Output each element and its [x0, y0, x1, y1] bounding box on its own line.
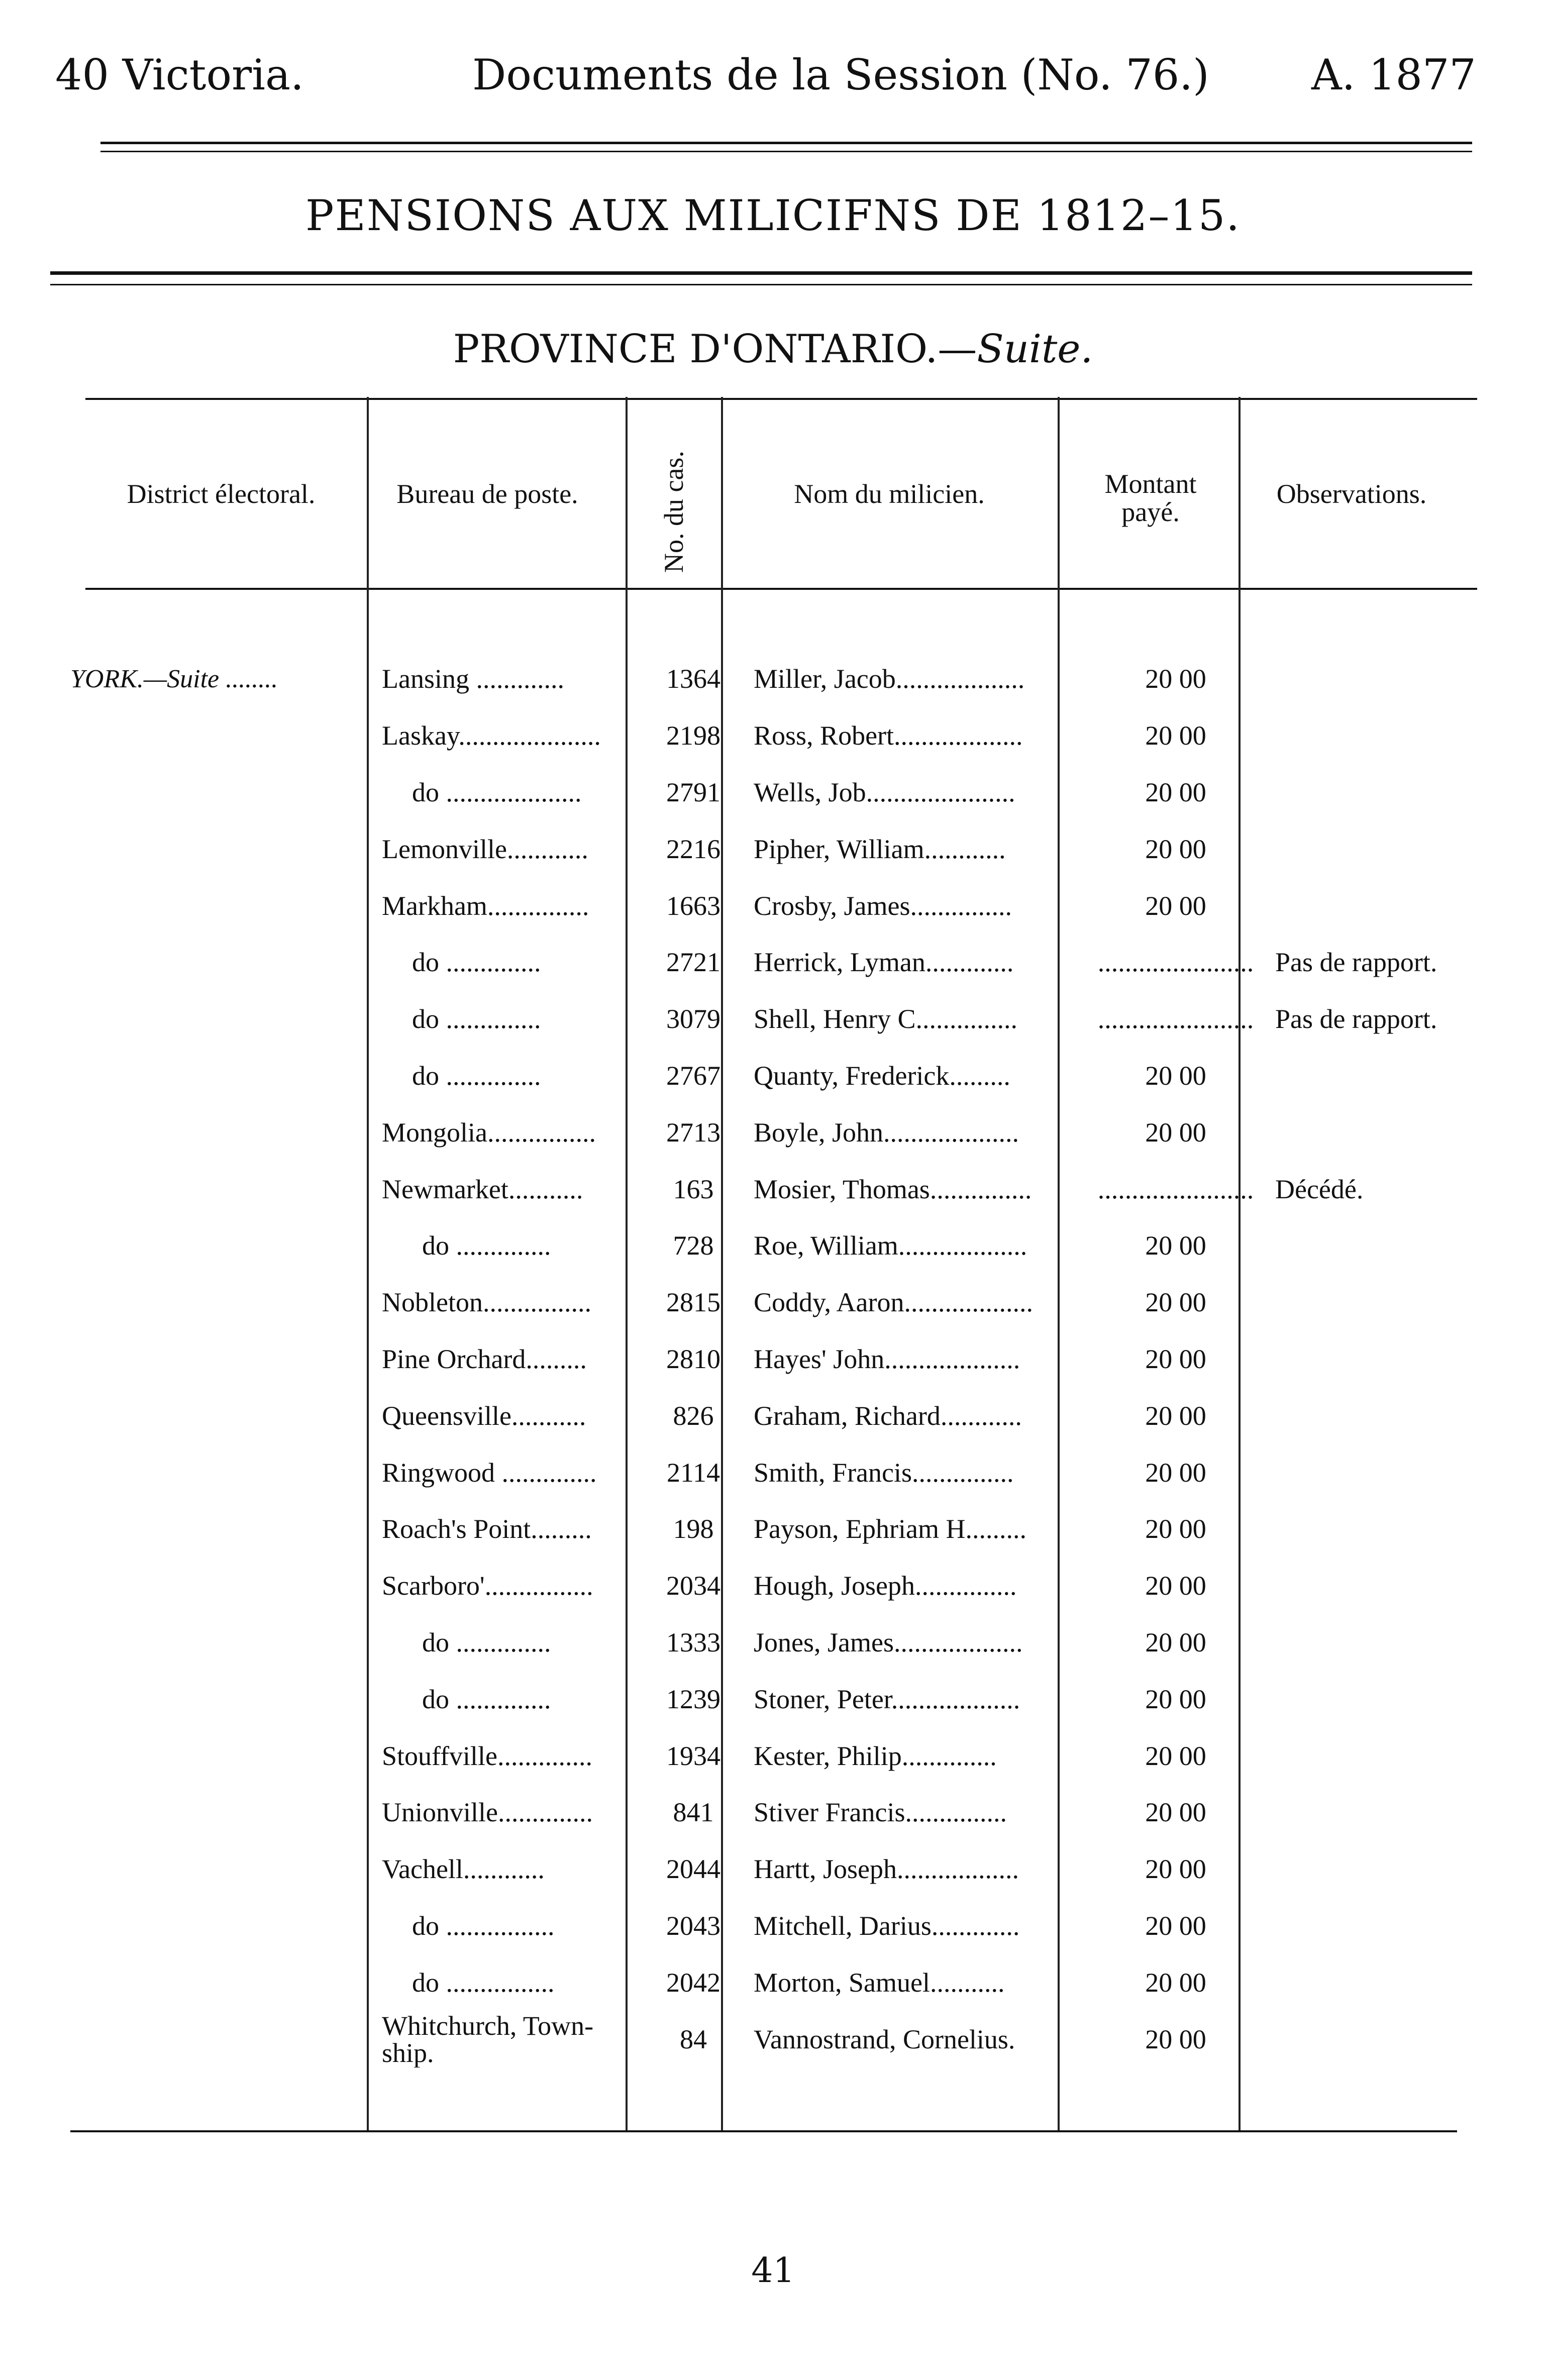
case-no-cell: 84 [680, 2024, 707, 2054]
district-cell [60, 1841, 372, 1898]
post-office-cell: Unionville.............. [382, 1797, 593, 1828]
name-cell: Graham, Richard............ [754, 1400, 1022, 1431]
case-no-cell: 2721 [666, 947, 720, 978]
title-rule-top [50, 271, 1472, 275]
amount-cell: 20 00 [1145, 890, 1206, 921]
district-cell [60, 707, 372, 764]
table-row [60, 877, 1496, 934]
case-no-cell: 163 [673, 1174, 714, 1204]
district-cell [60, 1898, 372, 1954]
name-cell: Kester, Philip.............. [754, 1740, 997, 1771]
amount-cell: 20 00 [1145, 1117, 1206, 1148]
amount-cell: 20 00 [1145, 1343, 1206, 1374]
case-no-cell: 1934 [666, 1740, 720, 1771]
district-cell [60, 991, 372, 1048]
district-cell [60, 1614, 372, 1671]
district-cell [60, 2011, 372, 2067]
district-cell [60, 1331, 372, 1388]
name-cell: Vannostrand, Cornelius. [754, 2024, 1015, 2054]
province-suffix: Suite. [977, 327, 1093, 372]
table-row [60, 1784, 1496, 1841]
amount-cell: 20 00 [1145, 1571, 1206, 1601]
district-cell [60, 820, 372, 877]
observations-cell [1266, 2011, 1496, 2067]
table-row [60, 764, 1496, 821]
page-title: PENSIONS AUX MILICIFNS DE 1812–15. [305, 191, 1241, 240]
district-cell [60, 1274, 372, 1331]
post-office-cell: Mongolia................ [382, 1117, 596, 1148]
col-header-name: Nom du milicien. [794, 479, 985, 509]
district-cell [60, 1048, 372, 1104]
observations-cell [1266, 1331, 1496, 1388]
table-row [60, 1104, 1496, 1161]
amount-cell: 20 00 [1145, 1230, 1206, 1261]
post-office-cell: Queensville........... [382, 1400, 586, 1431]
observations-cell [1266, 1217, 1496, 1274]
observations-cell [1266, 1104, 1496, 1161]
name-cell: Roe, William................... [754, 1230, 1027, 1261]
table-row [60, 820, 1496, 877]
case-no-cell: 2044 [666, 1854, 720, 1885]
case-no-cell: 826 [673, 1400, 714, 1431]
case-no-cell: 2114 [667, 1457, 720, 1488]
amount-cell: 20 00 [1145, 2024, 1206, 2054]
running-header [0, 20, 1546, 100]
case-no-cell: 1663 [666, 890, 720, 921]
amount-cell: 20 00 [1145, 1740, 1206, 1771]
table-row [60, 1501, 1496, 1558]
amount-cell: 20 00 [1145, 1287, 1206, 1318]
district-cell [60, 1558, 372, 1614]
name-cell: Stoner, Peter................... [754, 1684, 1020, 1714]
header-rule-bottom [100, 151, 1472, 152]
observations-cell [1266, 764, 1496, 821]
col-header-amount-line2: payé. [1121, 497, 1180, 527]
name-cell: Mosier, Thomas............... [754, 1174, 1032, 1204]
district-cell [60, 1784, 372, 1841]
amount-cell: 20 00 [1145, 1910, 1206, 1941]
amount-cell: 20 00 [1145, 1797, 1206, 1828]
case-no-cell: 728 [673, 1230, 714, 1261]
observations-cell [1266, 1954, 1496, 2011]
observations-cell [1266, 1898, 1496, 1954]
page-number: 41 [751, 2251, 795, 2291]
post-office-cell: Roach's Point......... [382, 1514, 592, 1544]
case-no-cell: 1364 [666, 664, 720, 694]
post-office-cell: do .................... [412, 777, 582, 807]
header-left: 40 Victoria. [55, 50, 304, 99]
post-office-cell: do .............. [422, 1684, 551, 1714]
case-no-cell: 841 [673, 1797, 714, 1828]
case-no-cell: 2810 [666, 1343, 720, 1374]
name-cell: Stiver Francis............... [754, 1797, 1007, 1828]
table-row [60, 651, 1496, 707]
table-row [60, 1841, 1496, 1898]
table-row [60, 1558, 1496, 1614]
header-rule-top [100, 142, 1472, 144]
name-cell: Hough, Joseph............... [754, 1571, 1017, 1601]
observations-cell: Pas de rapport. [1275, 1004, 1437, 1034]
name-cell: Crosby, James............... [754, 890, 1012, 921]
header-right: A. 1877 [1311, 50, 1476, 99]
name-cell: Shell, Henry C............... [754, 1004, 1017, 1034]
amount-cell: ....................... [1097, 1174, 1254, 1204]
case-no-cell: 2791 [666, 777, 720, 807]
name-cell: Morton, Samuel........... [754, 1967, 1005, 1998]
post-office-line1: Whitchurch, Town- [382, 2011, 594, 2041]
province-name: PROVINCE D'ONTARIO.— [453, 327, 977, 372]
table-row [60, 1331, 1496, 1388]
table-row [60, 2011, 1496, 2067]
case-no-cell: 2198 [666, 720, 720, 751]
case-no-cell: 3079 [666, 1004, 720, 1034]
post-office-line2: ship. [382, 2037, 434, 2067]
observations-cell [1266, 1501, 1496, 1558]
name-cell: Jones, James................... [754, 1627, 1023, 1658]
post-office-cell: Lemonville............ [382, 834, 588, 864]
name-cell: Herrick, Lyman............. [754, 947, 1014, 978]
name-cell: Quanty, Frederick......... [754, 1060, 1010, 1091]
name-cell: Coddy, Aaron................... [754, 1287, 1033, 1318]
name-cell: Hartt, Joseph.................. [754, 1854, 1019, 1885]
table-top-rule [85, 398, 1477, 400]
case-no-cell: 1333 [666, 1627, 720, 1658]
name-cell: Smith, Francis............... [754, 1457, 1014, 1488]
name-cell: Mitchell, Darius............. [754, 1910, 1020, 1941]
observations-cell [1266, 1727, 1496, 1784]
post-office-cell: Scarboro'................ [382, 1571, 593, 1601]
district-cell [60, 1727, 372, 1784]
amount-cell: 20 00 [1145, 1967, 1206, 1998]
amount-cell: 20 00 [1145, 1627, 1206, 1658]
observations-cell [1266, 820, 1496, 877]
post-office-cell: Markham............... [382, 890, 589, 921]
case-no-cell: 2216 [666, 834, 720, 864]
amount-cell: 20 00 [1145, 1060, 1206, 1091]
district-cell [60, 764, 372, 821]
post-office-cell: do .............. [422, 1230, 551, 1261]
name-cell: Ross, Robert................... [754, 720, 1023, 751]
amount-cell: ....................... [1097, 947, 1254, 978]
table-row [60, 1274, 1496, 1331]
header-center: Documents de la Session (No. 76.) [472, 50, 1209, 99]
post-office-cell: do .............. [412, 947, 541, 978]
table-row [60, 1444, 1496, 1501]
amount-cell: ....................... [1097, 1004, 1254, 1034]
table-row [60, 1387, 1496, 1444]
amount-cell: 20 00 [1145, 664, 1206, 694]
observations-cell [1266, 1784, 1496, 1841]
table-row [60, 1217, 1496, 1274]
name-cell: Wells, Job...................... [754, 777, 1015, 807]
observations-cell [1266, 1841, 1496, 1898]
post-office-cell: do ................ [412, 1910, 555, 1941]
observations-cell: Décédé. [1275, 1174, 1364, 1204]
post-office-cell: Nobleton................ [382, 1287, 591, 1318]
district-cell: YORK.—Suite ........ [70, 664, 278, 693]
post-office-cell: do .............. [422, 1627, 551, 1658]
district-cell [60, 1161, 372, 1217]
pension-table [60, 651, 1496, 2067]
col-header-amount [1060, 470, 1241, 526]
post-office-cell: Vachell............ [382, 1854, 545, 1885]
post-office-cell: Pine Orchard......... [382, 1343, 587, 1374]
title-rule-bottom [50, 284, 1472, 285]
district-cell [60, 1501, 372, 1558]
amount-cell: 20 00 [1145, 834, 1206, 864]
table-row [60, 1614, 1496, 1671]
observations-cell [1266, 1614, 1496, 1671]
observations-cell [1266, 1671, 1496, 1727]
table-row [60, 1048, 1496, 1104]
observations-cell [1266, 1048, 1496, 1104]
post-office-cell: do ................ [412, 1967, 555, 1998]
name-cell: Payson, Ephriam H......... [754, 1514, 1026, 1544]
amount-cell: 20 00 [1145, 1400, 1206, 1431]
col-header-district: District électoral. [127, 479, 316, 509]
post-office-cell: Stouffville.............. [382, 1740, 593, 1771]
table-row [60, 1161, 1496, 1217]
observations-cell [1266, 877, 1496, 934]
district-cell [60, 1671, 372, 1727]
case-no-cell: 2713 [666, 1117, 720, 1148]
amount-cell: 20 00 [1145, 1684, 1206, 1714]
post-office-cell [372, 2011, 643, 2067]
name-cell: Boyle, John.................... [754, 1117, 1019, 1148]
post-office-cell: Lansing ............. [382, 664, 564, 694]
table-row [60, 1898, 1496, 1954]
col-header-post-office: Bureau de poste. [396, 479, 578, 509]
case-no-cell: 2043 [666, 1910, 720, 1941]
table-row [60, 1954, 1496, 2011]
district-cell [60, 1217, 372, 1274]
province-heading [0, 327, 1546, 372]
observations-cell [1266, 1444, 1496, 1501]
district-cell [60, 1104, 372, 1161]
table-row [60, 1671, 1496, 1727]
col-header-observations: Observations. [1276, 479, 1427, 509]
observations-cell [1266, 1558, 1496, 1614]
post-office-cell: Newmarket........... [382, 1174, 583, 1204]
amount-cell: 20 00 [1145, 1514, 1206, 1544]
observations-cell [1266, 651, 1496, 707]
case-no-cell: 198 [673, 1514, 714, 1544]
case-no-cell: 1239 [666, 1684, 720, 1714]
table-row [60, 934, 1496, 991]
table-bottom-rule [70, 2130, 1457, 2132]
col-header-case-no: No. du cas. [659, 451, 689, 573]
col-header-amount-line1: Montant [1104, 469, 1197, 499]
observations-cell [1266, 1387, 1496, 1444]
case-no-cell: 2815 [666, 1287, 720, 1318]
name-cell: Pipher, William............ [754, 834, 1006, 864]
district-cell [60, 934, 372, 991]
case-no-cell: 2767 [666, 1060, 720, 1091]
amount-cell: 20 00 [1145, 1457, 1206, 1488]
district-cell [60, 1954, 372, 2011]
amount-cell: 20 00 [1145, 1854, 1206, 1885]
table-row [60, 991, 1496, 1048]
district-cell [60, 877, 372, 934]
post-office-cell: Ringwood .............. [382, 1457, 597, 1488]
name-cell: Miller, Jacob................... [754, 664, 1025, 694]
case-no-cell: 2034 [666, 1571, 720, 1601]
amount-cell: 20 00 [1145, 720, 1206, 751]
table-header-rule [85, 588, 1477, 590]
observations-cell: Pas de rapport. [1275, 947, 1437, 978]
district-cell [60, 1387, 372, 1444]
district-cell [60, 1444, 372, 1501]
post-office-cell: do .............. [412, 1060, 541, 1091]
observations-cell [1266, 1274, 1496, 1331]
post-office-cell: do .............. [412, 1004, 541, 1034]
table-row [60, 1727, 1496, 1784]
post-office-cell: Laskay..................... [382, 720, 601, 751]
table-row [60, 707, 1496, 764]
amount-cell: 20 00 [1145, 777, 1206, 807]
name-cell: Hayes' John.................... [754, 1343, 1020, 1374]
case-no-cell: 2042 [666, 1967, 720, 1998]
observations-cell [1266, 707, 1496, 764]
